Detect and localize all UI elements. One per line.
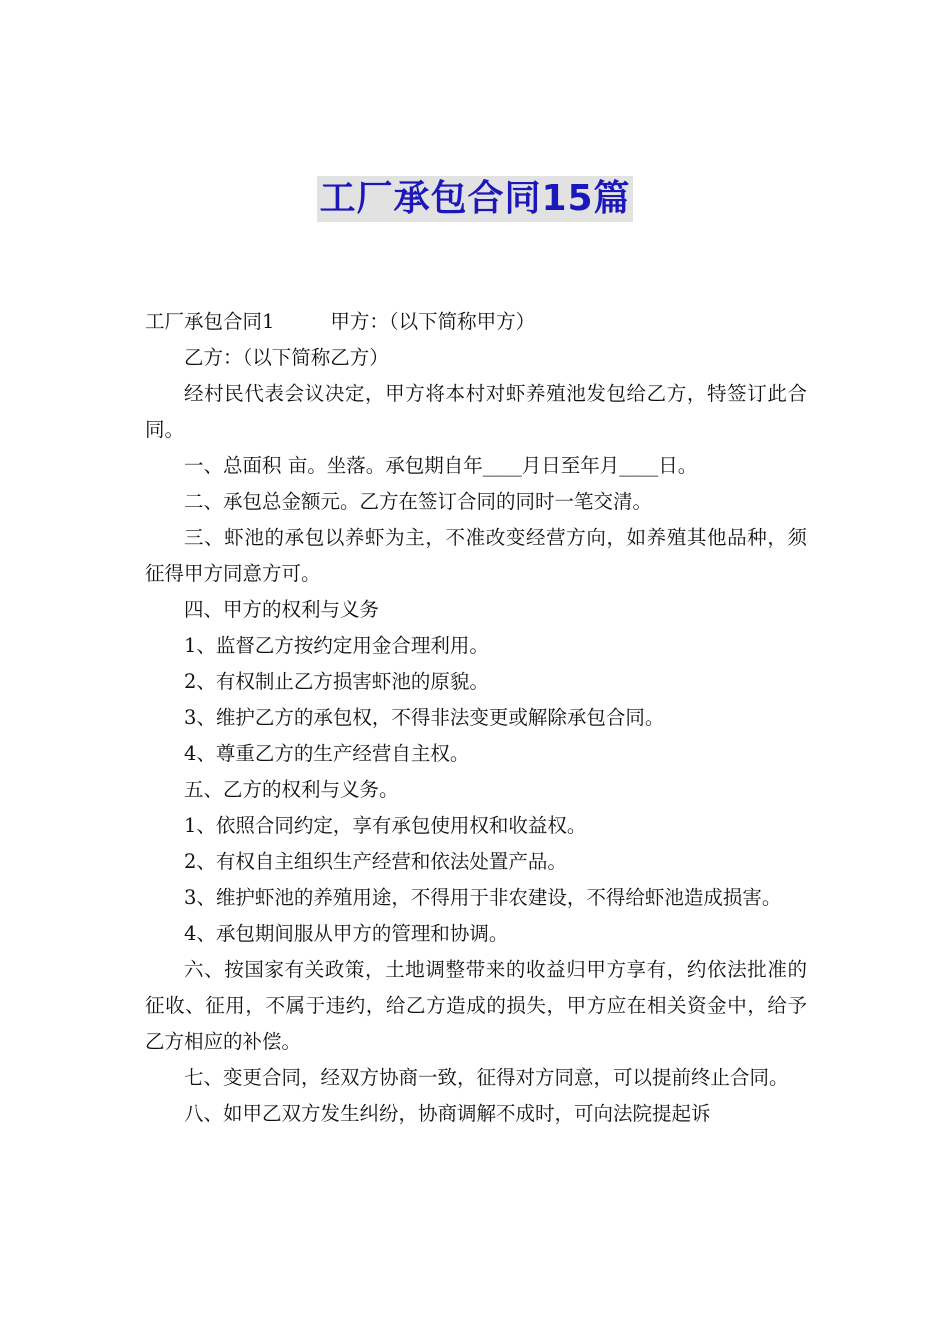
paragraph: 2、有权自主组织生产经营和依法处置产品。: [184, 850, 567, 873]
paragraph: 1、监督乙方按约定用金合理利用。: [184, 634, 489, 657]
document-title: 工厂承包合同15篇: [317, 176, 632, 222]
paragraph: 一、总面积 亩。坐落。承包期自年____月日至年月____日。: [184, 454, 698, 477]
paragraph: 乙方：（以下简称乙方）: [184, 346, 389, 369]
paragraph: 八、如甲乙双方发生纠纷，协商调解不成时，可向法院提起诉: [184, 1102, 711, 1125]
paragraph: 2、有权制止乙方损害虾池的原貌。: [184, 670, 489, 693]
paragraph: 七、变更合同，经双方协商一致，征得对方同意，可以提前终止合同。: [184, 1066, 789, 1089]
paragraph: 4、尊重乙方的生产经营自主权。: [184, 742, 470, 765]
paragraph: 六、按国家有关政策，土地调整带来的收益归甲方享有，约依法批准的征收、征用，不属于违约，给乙方造成的损失，甲方应在相关资金中，给予乙方相应的补偿。: [145, 958, 807, 1053]
paragraph: 3、维护乙方的承包权，不得非法变更或解除承包合同。: [184, 706, 665, 729]
title-container: [0, 176, 950, 222]
paragraph: 四、甲方的权利与义务: [184, 598, 380, 621]
paragraph: 三、虾池的承包以养虾为主，不准改变经营方向，如养殖其他品种，须征得甲方同意方可。: [145, 526, 807, 585]
heading-line: [145, 304, 807, 340]
paragraph: 3、维护虾池的养殖用途，不得用于非农建设，不得给虾池造成损害。: [184, 886, 782, 909]
paragraph: 经村民代表会议决定，甲方将本村对虾养殖池发包给乙方，特签订此合同。: [145, 382, 807, 441]
paragraph: 1、依照合同约定，享有承包使用权和收益权。: [184, 814, 587, 837]
paragraph: 五、乙方的权利与义务。: [184, 778, 399, 801]
party-a-line: 甲方：（以下简称甲方）: [330, 310, 536, 333]
document-body: [145, 304, 807, 1132]
paragraph: 二、承包总金额元。乙方在签订合同的同时一笔交清。: [184, 490, 653, 513]
section-heading: 工厂承包合同1: [145, 310, 275, 333]
paragraph: 4、承包期间服从甲方的管理和协调。: [184, 922, 509, 945]
